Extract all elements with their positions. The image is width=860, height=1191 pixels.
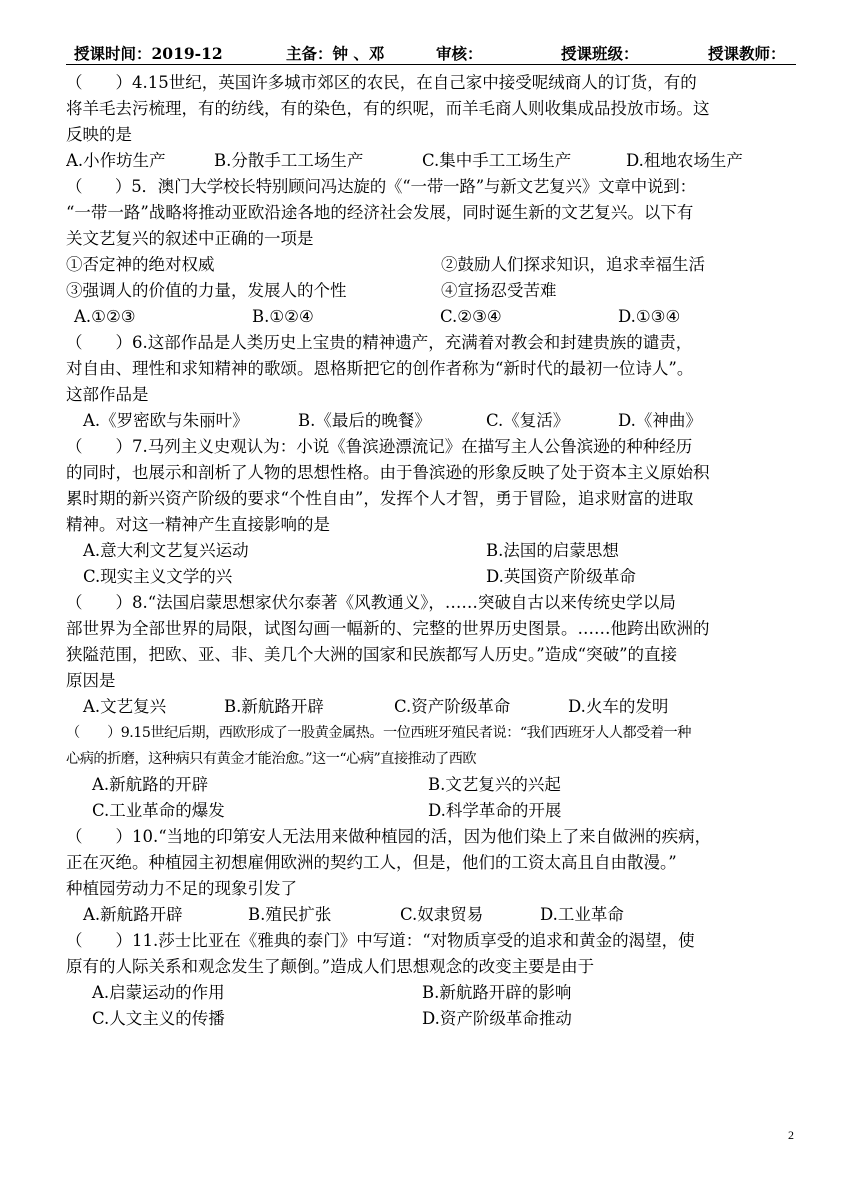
answer-options — [66, 694, 796, 720]
question-list — [66, 70, 796, 1032]
question-line: 对自由、理性和求知精神的歌颂。恩格斯把它的创作者称为“新时代的最初一位诗人”。 — [66, 359, 694, 378]
question-9 — [66, 720, 796, 824]
question-line: （ ）10.“当地的印第安人无法用来做种植园的活，因为他们染上了来自做洲的疾病， — [66, 827, 712, 846]
statement-4: ④宣扬忍受苦难 — [441, 281, 557, 300]
option-a: A.文艺复兴 — [83, 697, 167, 716]
statement-2: ②鼓励人们探求知识，追求幸福生活 — [441, 255, 705, 274]
option-d: D.火车的发明 — [568, 697, 669, 716]
option-a: A.意大利文艺复兴运动 — [83, 541, 249, 560]
option-c: C.集中手工工场生产 — [422, 151, 572, 170]
question-line: 种植园劳动力不足的现象引发了 — [66, 879, 297, 898]
option-a: A.①②③ — [74, 307, 136, 326]
option-b: B.新航路开辟的影响 — [422, 983, 572, 1002]
question-8 — [66, 590, 796, 720]
question-11 — [66, 928, 796, 1032]
question-line: （ ）9.15世纪后期，西欧形成了一股黄金属热。一位西班牙殖民者说：“我们西班牙人人都受着一种 — [66, 725, 691, 741]
option-c: C.②③④ — [440, 307, 502, 326]
answer-options — [66, 798, 796, 824]
page-number: 2 — [788, 1128, 794, 1142]
question-line: 正在灭绝。种植园主初想雇佣欧洲的契约工人，但是，他们的工资太高且自由散漫。” — [66, 853, 677, 872]
question-line: 这部作品是 — [66, 385, 149, 404]
header-review: 审核： — [436, 44, 483, 63]
header-prep: 主备：钟 、邓 — [286, 44, 385, 63]
answer-options — [66, 564, 796, 590]
question-6 — [66, 330, 796, 434]
option-b: B.《最后的晚餐》 — [298, 411, 431, 430]
option-d: D.《神曲》 — [618, 411, 702, 430]
option-b: B.新航路开辟 — [224, 697, 324, 716]
question-4 — [66, 70, 796, 174]
question-line: 将羊毛去污梳理，有的纺线，有的染色，有的织呢，而羊毛商人则收集成品投放市场。这 — [66, 99, 710, 118]
question-line: （ ）4.15世纪，英国许多城市郊区的农民，在自己家中接受呢绒商人的订货，有的 — [66, 73, 697, 92]
option-d: D.科学革命的开展 — [428, 801, 562, 820]
option-a: A.《罗密欧与朱丽叶》 — [83, 411, 249, 430]
statement-3: ③强调人的价值的力量，发展人的个性 — [66, 281, 347, 300]
question-line: （ ）11.莎士比亚在《雅典的泰门》中写道：“对物质享受的追求和黄金的渴望，使 — [66, 931, 695, 950]
option-b: B.殖民扩张 — [248, 905, 332, 924]
option-a: A.新航路的开辟 — [92, 775, 209, 794]
option-c: C.奴隶贸易 — [400, 905, 484, 924]
option-c: C.现实主义文学的兴 — [83, 567, 233, 586]
question-line: 心病的折磨，这种病只有黄金才能治愈。”这一“心病”直接推动了西欧 — [66, 751, 477, 767]
option-a: A.小作坊生产 — [66, 151, 166, 170]
question-line: 原因是 — [66, 671, 116, 690]
question-line: “一带一路”战略将推动亚欧沿途各地的经济社会发展，同时诞生新的文艺复兴。以下有 — [66, 203, 694, 222]
option-b: B.文艺复兴的兴起 — [428, 775, 561, 794]
question-line: 反映的是 — [66, 125, 132, 144]
question-5 — [66, 174, 796, 330]
question-7 — [66, 434, 796, 590]
header-time: 授课时间：2019-12 — [74, 44, 223, 63]
question-line: （ ）7.马列主义史观认为：小说《鲁滨逊漂流记》在描写主人公鲁滨逊的种种经历 — [66, 437, 693, 456]
header-class: 授课班级： — [561, 44, 639, 63]
option-c: C.资产阶级革命 — [394, 697, 511, 716]
option-c: C.《复活》 — [486, 411, 570, 430]
option-b: B.分散手工工场生产 — [214, 151, 364, 170]
answer-options — [66, 408, 796, 434]
question-line: 精神。对这一精神产生直接影响的是 — [66, 515, 330, 534]
statement-row — [66, 252, 796, 278]
question-line: （ ）8.“法国启蒙思想家伏尔泰著《风教通义》，……突破自古以来传统史学以局 — [66, 593, 676, 612]
page-header — [66, 40, 796, 65]
header-teacher: 授课教师： — [708, 44, 786, 63]
option-d: D.工业革命 — [540, 905, 624, 924]
statement-row — [66, 278, 796, 304]
option-c: C.人文主义的传播 — [92, 1009, 225, 1028]
question-line: 的同时，也展示和剖析了人物的思想性格。由于鲁滨逊的形象反映了处于资本主义原始积 — [66, 463, 710, 482]
option-a: A.新航路开辟 — [83, 905, 183, 924]
question-line: 原有的人际关系和观念发生了颠倒。”造成人们思想观念的改变主要是由于 — [66, 957, 595, 976]
option-d: D.英国资产阶级革命 — [486, 567, 636, 586]
question-line: 关文艺复兴的叙述中正确的一项是 — [66, 229, 314, 248]
option-d: D.①③④ — [618, 307, 681, 326]
option-b: B.①②④ — [252, 307, 314, 326]
option-d: D.资产阶级革命推动 — [422, 1009, 572, 1028]
option-d: D.租地农场生产 — [626, 151, 743, 170]
question-line: 部世界为全部世界的局限，试图勾画一幅新的、完整的世界历史图景。……他跨出欧洲的 — [66, 619, 710, 638]
answer-options — [66, 1006, 796, 1032]
answer-options — [66, 902, 796, 928]
option-c: C.工业革命的爆发 — [92, 801, 225, 820]
question-line: （ ）6.这部作品是人类历史上宝贵的精神遗产，充满着对教会和封建贵族的谴责， — [66, 333, 693, 352]
option-b: B.法国的启蒙思想 — [486, 541, 619, 560]
answer-options — [66, 980, 796, 1006]
question-10 — [66, 824, 796, 928]
option-a: A.启蒙运动的作用 — [92, 983, 225, 1002]
question-line: 狭隘范围，把欧、亚、非、美几个大洲的国家和民族都写人历史。”造成“突破”的直接 — [66, 645, 678, 664]
question-line: 累时期的新兴资产阶级的要求“个性自由”，发挥个人才智，勇于冒险，追求财富的进取 — [66, 489, 694, 508]
question-line: （ ）5．澳门大学校长特别顾问冯达旋的《“一带一路”与新文艺复兴》文章中说到： — [66, 177, 696, 196]
answer-options — [66, 538, 796, 564]
answer-options — [66, 304, 796, 330]
answer-options — [66, 772, 796, 798]
statement-1: ①否定神的绝对权威 — [66, 255, 215, 274]
answer-options — [66, 148, 796, 174]
